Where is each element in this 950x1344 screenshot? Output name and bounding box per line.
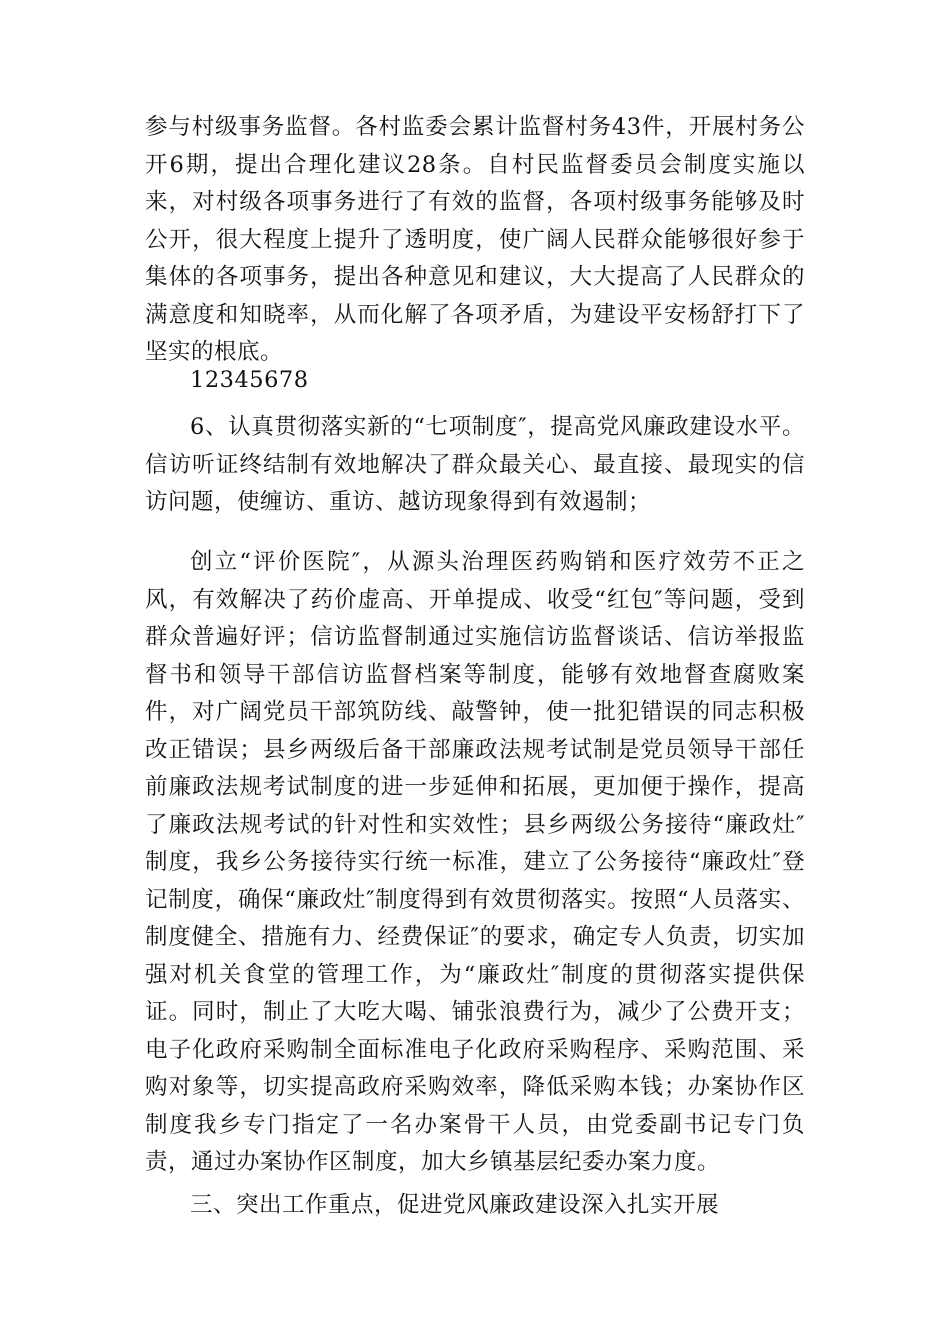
paragraph-village-supervision: 参与村级事务监督。各村监委会累计监督村务43件，开展村务公开6期，提出合理化建议28条。自村民监督委员会制度实施以来，对村级各项事务进行了有效的监督，各项村级事务能够及时公开，很大程度上提升了透明度，使广阔人民群众能够很好参于集体的各项事务，提出各种意见和建议，大大提高了人民群众的满意度和知晓率，从而化解了各项矛盾，为建设平安杨舒打下了坚实的根底。 bbox=[145, 114, 805, 365]
paragraph-number-line: 12345678 bbox=[190, 367, 309, 393]
paragraph-seven-systems: 6、认真贯彻落实新的“七项制度″，提高党风廉政建设水平。信访听证终结制有效地解决了群众最关心、最直接、最现实的信访问题，使缠访、重访、越访现象得到有效遏制； bbox=[145, 414, 805, 515]
section-heading-three: 三、突出工作重点，促进党风廉政建设深入扎实开展 bbox=[190, 1192, 720, 1218]
paragraph-hospital-evaluation: 创立“评价医院″，从源头治理医药购销和医疗效劳不正之风，有效解决了药价虚高、开单提成、收受“红包″等问题，受到群众普遍好评；信访监督制通过实施信访监督谈话、信访举报监督书和领导干部信访监督档案等制度，能够有效地督查腐败案件，对广阔党员干部筑防线、敲警钟，使一批犯错误的同志积极改正错误；县乡两级后备干部廉政法规考试制是党员领导干部任前廉政法规考试制度的进一步延伸和拓展，更加便于操作，提高了廉政法规考试的针对性和实效性；县乡两级公务接待“廉政灶″制度，我乡公务接待实行统一标准，建立了公务接待“廉政灶″登记制度，确保“廉政灶″制度得到有效贯彻落实。按照“人员落实、制度健全、措施有力、经费保证″的要求，确定专人负责，切实加强对机关食堂的管理工作，为“廉政灶″制度的贯彻落实提供保证。同时，制止了大吃大喝、铺张浪费行为，减少了公费开支；电子化政府采购制全面标准电子化政府采购程序、采购范围、采购对象等，切实提高政府采购效率，降低采购本钱；办案协作区制度我乡专门指定了一名办案骨干人员，由党委副书记专门负责，通过办案协作区制度，加大乡镇基层纪委办案力度。 bbox=[145, 549, 805, 1175]
